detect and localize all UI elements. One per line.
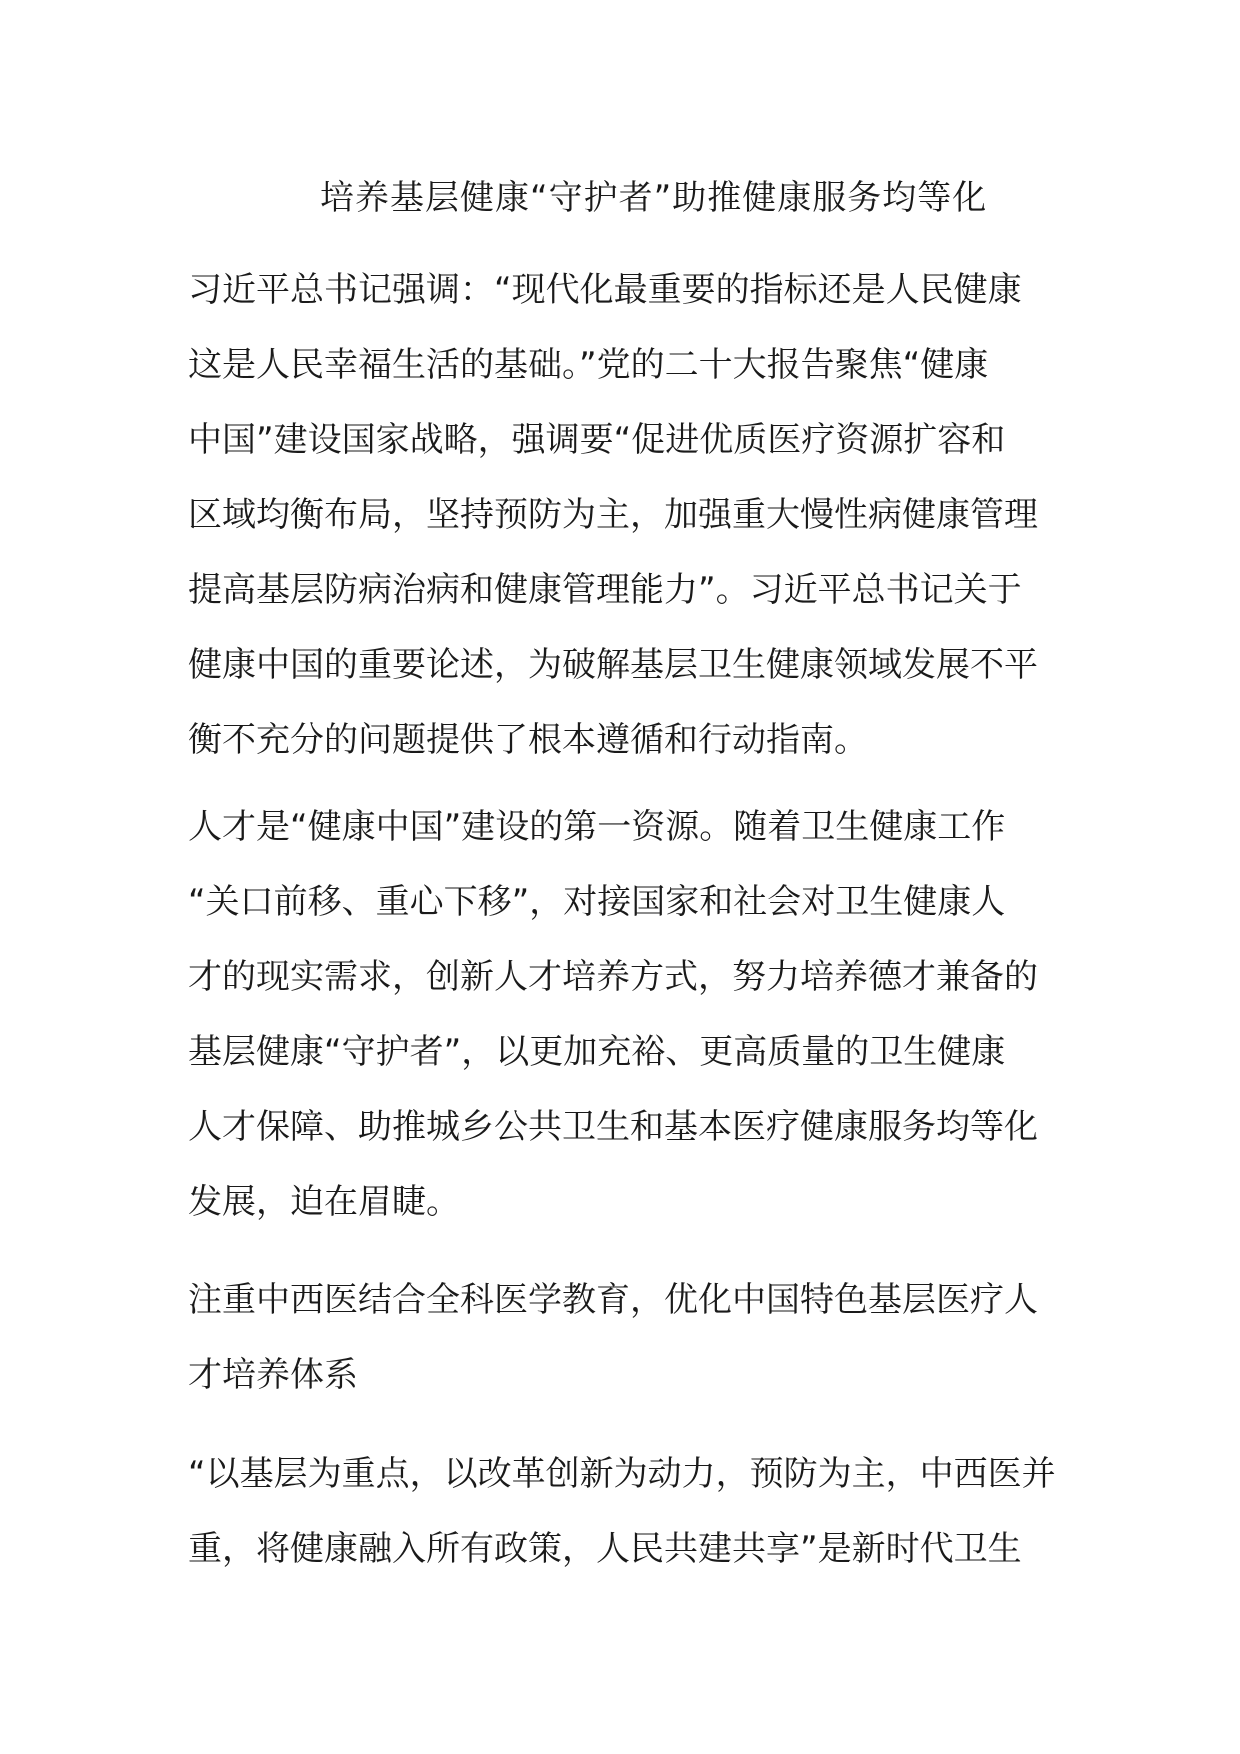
paragraph-line: “关口前移、重心下移”，对接国家和社会对卫生健康人 — [188, 882, 1006, 922]
paragraph-line: 发展，迫在眉睫。 — [188, 1182, 460, 1222]
paragraph-line: 才的现实需求，创新人才培养方式，努力培养德才兼备的 — [188, 957, 1038, 997]
paragraph-line: 基层健康“守护者”，以更加充裕、更高质量的卫生健康 — [188, 1032, 1006, 1072]
paragraph-4 — [188, 1437, 1058, 1587]
paragraph-line: 才培养体系 — [188, 1355, 358, 1395]
paragraph-line: “以基层为重点，以改革创新为动力，预防为主，中西医并 — [188, 1454, 1056, 1494]
paragraph-line: 重，将健康融入所有政策，人民共建共享”是新时代卫生 — [188, 1529, 1022, 1569]
paragraph-line: 健康中国的重要论述，为破解基层卫生健康领域发展不平 — [188, 645, 1038, 685]
paragraph-line: 人才是“健康中国”建设的第一资源。随着卫生健康工作 — [188, 807, 1006, 847]
paragraph-line: 习近平总书记强调：“现代化最重要的指标还是人民健康 — [188, 270, 1022, 310]
paragraph-line: 这是人民幸福生活的基础。”党的二十大报告聚焦“健康 — [188, 345, 989, 385]
paragraph-line: 衡不充分的问题提供了根本遵循和行动指南。 — [188, 720, 868, 760]
paragraph-1 — [188, 253, 1058, 778]
document-title: 培养基层健康“守护者”助推健康服务均等化 — [320, 178, 988, 218]
paragraph-2 — [188, 790, 1058, 1240]
paragraph-line: 中国”建设国家战略，强调要“促进优质医疗资源扩容和 — [188, 420, 1006, 460]
paragraph-line: 提高基层防病治病和健康管理能力”。习近平总书记关于 — [188, 570, 1022, 610]
section-heading — [188, 1263, 1058, 1413]
paragraph-line: 注重中西医结合全科医学教育，优化中国特色基层医疗人 — [188, 1280, 1038, 1320]
paragraph-line: 人才保障、助推城乡公共卫生和基本医疗健康服务均等化 — [188, 1107, 1038, 1147]
paragraph-line: 区域均衡布局，坚持预防为主，加强重大慢性病健康管理 — [188, 495, 1038, 535]
